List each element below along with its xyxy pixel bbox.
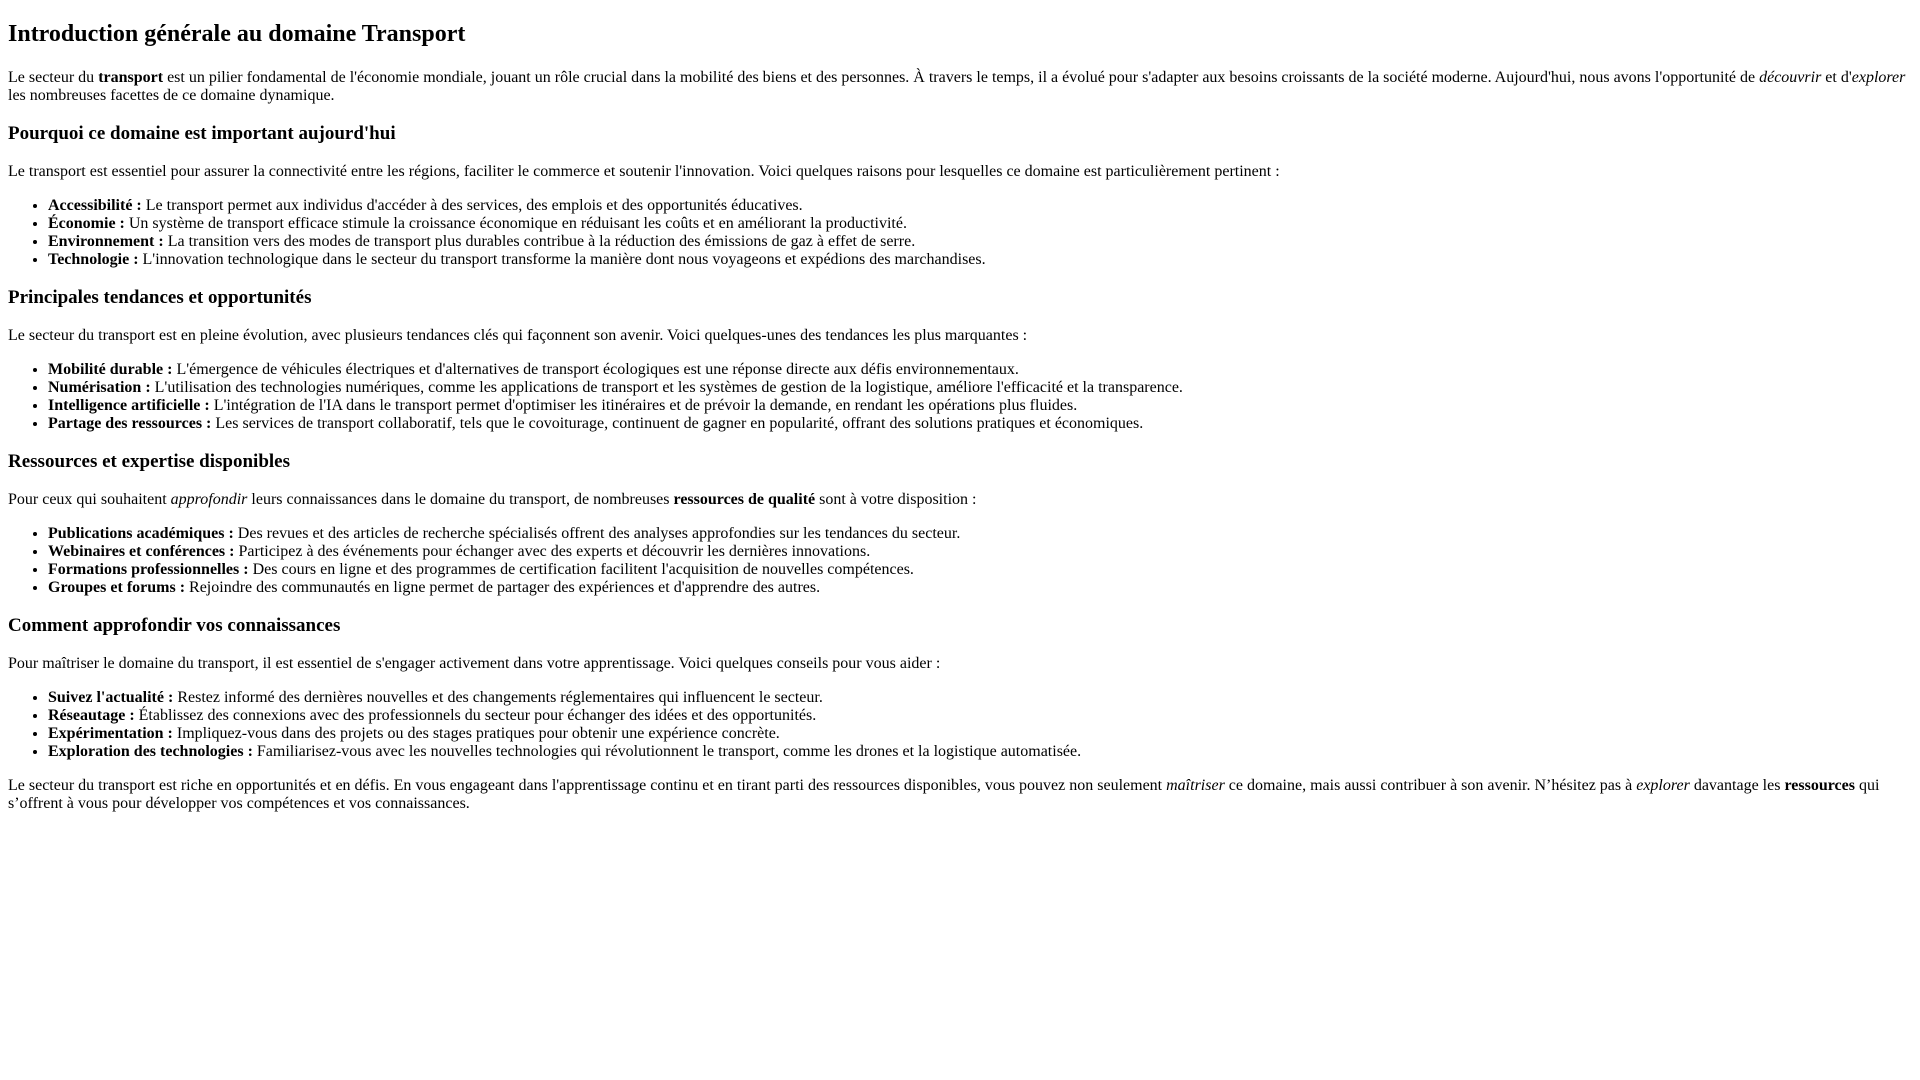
list-item: [48, 725, 1912, 743]
list-item-text: Rejoindre des communautés en ligne permet de partager des expériences et d'apprendre des autres.: [185, 579, 821, 596]
conclusion-text-1: Le secteur du transport est riche en opportunités et en défis. En vous engageant dans l'apprentissage continu et en tirant parti des ressources disponibles, vous pouvez non seulement: [8, 777, 1167, 794]
intro-text-2: est un pilier fondamental de l'économie mondiale, jouant un rôle crucial dans la mobilité des biens et des personnes. À travers le temps, il a évolué pour s'adapter aux besoins croissants de la société moderne. Aujourd'hui, nous avons l'opportunité de: [163, 69, 1760, 86]
list-item-label: Numérisation :: [48, 379, 151, 396]
conclusion-text-4: qui s’offrent à vous pour développer vos compétences et vos connaissances.: [8, 777, 1880, 812]
list-item: [48, 361, 1912, 379]
importance-list: [8, 197, 1912, 269]
list-item: [48, 579, 1912, 597]
section-heading-trends: Principales tendances et opportunités: [8, 287, 312, 308]
conclusion-italic-maitriser: maîtriser: [1166, 777, 1225, 794]
page-title: Introduction générale au domaine Transport: [8, 21, 466, 47]
list-item: [48, 689, 1912, 707]
list-item: [48, 743, 1912, 761]
list-item-label: Formations professionnelles :: [48, 561, 249, 578]
trends-list: [8, 361, 1912, 433]
list-item: [48, 215, 1912, 233]
intro-italic-decouvrir: découvrir: [1759, 69, 1822, 86]
list-item-text: L'émergence de véhicules électriques et d'alternatives de transport écologiques est une réponse directe aux défis environnementaux.: [172, 361, 1019, 378]
resources-text-1: Pour ceux qui souhaitent: [8, 491, 171, 508]
list-item-text: L'utilisation des technologies numériques, comme les applications de transport et les systèmes de gestion de la logistique, améliore l'efficacité et la transparence.: [150, 379, 1183, 396]
intro-text-4: les nombreuses facettes de ce domaine dynamique.: [8, 87, 335, 104]
list-item-text: Restez informé des dernières nouvelles et des changements réglementaires qui influencent le secteur.: [173, 689, 823, 706]
list-item-text: Un système de transport efficace stimule la croissance économique en réduisant les coûts et en améliorant la productivité.: [124, 215, 907, 232]
intro-paragraph: [8, 69, 1912, 105]
list-item-text: La transition vers des modes de transport plus durables contribue à la réduction des émissions de gaz à effet de serre.: [163, 233, 916, 250]
intro-text-3: et d': [1821, 69, 1852, 86]
conclusion-paragraph: [8, 777, 1912, 813]
list-item-text: Familiarisez-vous avec les nouvelles technologies qui révolutionnent le transport, comme les drones et la logistique automatisée.: [252, 743, 1082, 760]
conclusion-text-2: ce domaine, mais aussi contribuer à son avenir. N’hésitez pas à: [1224, 777, 1637, 794]
list-item-label: Réseautage :: [48, 707, 135, 724]
list-item-label: Partage des ressources :: [48, 415, 212, 432]
list-item-label: Intelligence artificielle :: [48, 397, 210, 414]
section-heading-deepen: Comment approfondir vos connaissances: [8, 615, 341, 636]
list-item-label: Économie :: [48, 215, 125, 232]
section-paragraph-importance: Le transport est essentiel pour assurer la connectivité entre les régions, faciliter le commerce et soutenir l'innovation. Voici quelques raisons pour lesquelles ce domaine est particulièrement pertinent :: [8, 163, 1280, 180]
conclusion-bold-ressources: ressources: [1784, 777, 1855, 794]
list-item: [48, 707, 1912, 725]
list-item: [48, 251, 1912, 269]
list-item-label: Mobilité durable :: [48, 361, 173, 378]
section-paragraph-deepen: Pour maîtriser le domaine du transport, il est essentiel de s'engager activement dans votre apprentissage. Voici quelques conseils pour vous aider :: [8, 655, 941, 672]
resources-text-2: leurs connaissances dans le domaine du transport, de nombreuses: [247, 491, 674, 508]
intro-bold-transport: transport: [98, 69, 164, 86]
list-item: [48, 543, 1912, 561]
list-item: [48, 379, 1912, 397]
resources-list: [8, 525, 1912, 597]
list-item-text: Des revues et des articles de recherche spécialisés offrent des analyses approfondies sur les tendances du secteur.: [233, 525, 961, 542]
list-item: [48, 561, 1912, 579]
list-item-text: Impliquez-vous dans des projets ou des stages pratiques pour obtenir une expérience concrète.: [172, 725, 780, 742]
list-item: [48, 525, 1912, 543]
tips-list: [8, 689, 1912, 761]
list-item: [48, 233, 1912, 251]
section-paragraph-trends: Le secteur du transport est en pleine évolution, avec plusieurs tendances clés qui façonnent son avenir. Voici quelques-unes des tendances les plus marquantes :: [8, 327, 1028, 344]
section-heading-importance: Pourquoi ce domaine est important aujourd'hui: [8, 123, 396, 144]
list-item: [48, 197, 1912, 215]
list-item-label: Expérimentation :: [48, 725, 173, 742]
list-item-label: Exploration des technologies :: [48, 743, 253, 760]
list-item-label: Webinaires et conférences :: [48, 543, 235, 560]
intro-text-1: Le secteur du: [8, 69, 99, 86]
list-item-label: Suivez l'actualité :: [48, 689, 174, 706]
list-item-text: Participez à des événements pour échanger avec des experts et découvrir les dernières innovations.: [234, 543, 871, 560]
list-item-label: Publications académiques :: [48, 525, 234, 542]
list-item-text: Les services de transport collaboratif, tels que le covoiturage, continuent de gagner en popularité, offrant des solutions pratiques et économiques.: [211, 415, 1144, 432]
list-item: [48, 397, 1912, 415]
list-item-text: Le transport permet aux individus d'accéder à des services, des emplois et des opportunités éducatives.: [141, 197, 803, 214]
list-item-text: Établissez des connexions avec des professionnels du secteur pour échanger des idées et des opportunités.: [134, 707, 817, 724]
resources-italic-approfondir: approfondir: [170, 491, 248, 508]
list-item-text: L'intégration de l'IA dans le transport permet d'optimiser les itinéraires et de prévoir la demande, en rendant les opérations plus fluides.: [209, 397, 1078, 414]
resources-text-3: sont à votre disposition :: [815, 491, 977, 508]
section-heading-resources: Ressources et expertise disponibles: [8, 451, 290, 472]
list-item-text: L'innovation technologique dans le secteur du transport transforme la manière dont nous voyageons et expédions des marchandises.: [138, 251, 986, 268]
list-item-text: Des cours en ligne et des programmes de certification facilitent l'acquisition de nouvelles compétences.: [248, 561, 914, 578]
list-item-label: Groupes et forums :: [48, 579, 186, 596]
resources-bold-qualite: ressources de qualité: [673, 491, 816, 508]
conclusion-italic-explorer: explorer: [1636, 777, 1690, 794]
list-item-label: Environnement :: [48, 233, 164, 250]
section-paragraph-resources: [8, 491, 1912, 509]
conclusion-text-3: davantage les: [1689, 777, 1785, 794]
intro-italic-explorer: explorer: [1851, 69, 1906, 86]
list-item-label: Accessibilité :: [48, 197, 142, 214]
list-item-label: Technologie :: [48, 251, 139, 268]
list-item: [48, 415, 1912, 433]
